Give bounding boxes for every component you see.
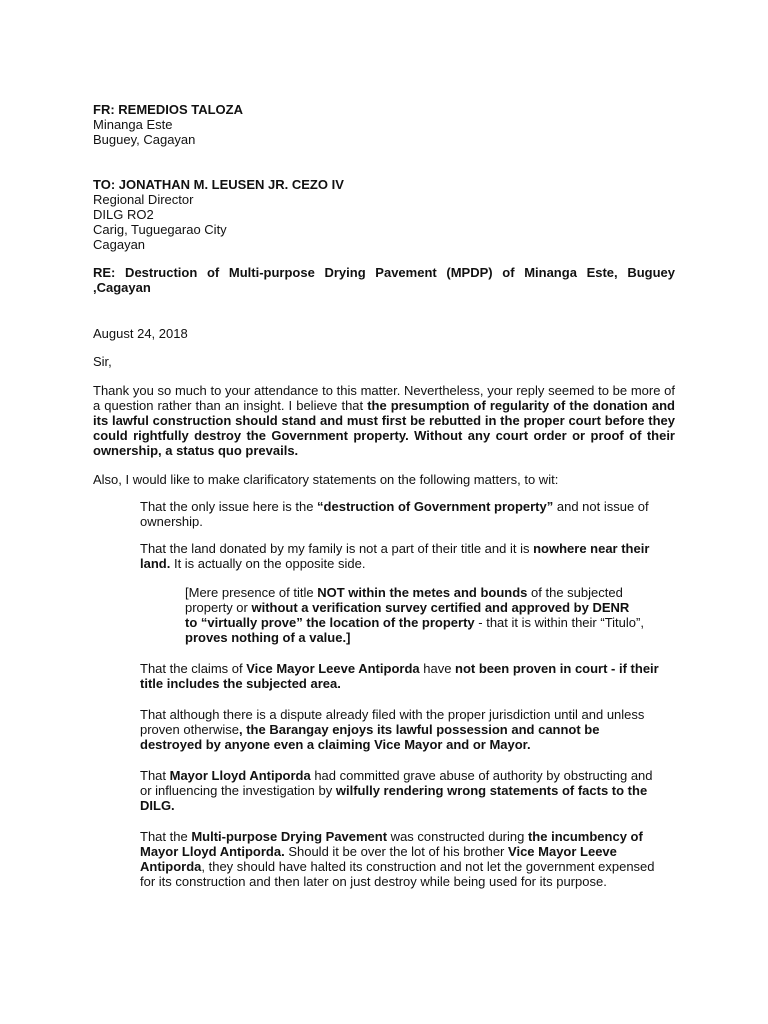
clarification-item: [140, 661, 660, 691]
emphasis-run: the presumption of regularity of the donation and its lawful construction should stand and must first be rebutted in the proper court before they could rightfully destroy the Government property. Without any court order or proof of their ownership, a status quo prevails.: [93, 398, 675, 458]
text-run: That the claims of: [140, 661, 247, 676]
text-run: That the: [140, 829, 192, 844]
body-paragraph-intro: [93, 383, 675, 458]
text-run: - that it is within their “Titulo”,: [474, 615, 644, 630]
text-run: have: [419, 661, 456, 676]
recipient-office: DILG RO2: [93, 207, 154, 222]
emphasis-run: wilfully rendering wrong statements of facts to the DILG.: [140, 783, 648, 813]
text-run: Should it be over the lot of his brother: [284, 844, 509, 859]
emphasis-run: Vice Mayor Leeve Antiporda: [246, 661, 420, 676]
emphasis-run: proves nothing of a value.]: [185, 630, 351, 645]
emphasis-run: not been proven in court - if their title includes the subjected area.: [140, 661, 659, 691]
emphasis-run: NOT within the metes and bounds: [317, 585, 528, 600]
emphasis-run: “destruction of Government property”: [317, 499, 554, 514]
emphasis-run: , the Barangay enjoys its lawful possession and cannot be destroyed by anyone even a claiming Vice Mayor and or Mayor.: [140, 722, 600, 752]
text-run: That the land donated by my family is not a part of their title and it is: [140, 541, 534, 556]
text-run: That: [140, 768, 170, 783]
emphasis-run: Vice Mayor Leeve Antiporda: [140, 844, 617, 874]
letter-date: August 24, 2018: [93, 326, 188, 341]
emphasis-run: Multi-purpose Drying Pavement: [191, 829, 388, 844]
recipient-title: Regional Director: [93, 192, 194, 207]
emphasis-run: the incumbency of Mayor Lloyd Antiporda.: [140, 829, 643, 859]
clarification-item: [140, 541, 660, 571]
text-run: That although there is a dispute already filed with the proper jurisdiction until and unless proven otherwise: [140, 707, 645, 737]
sender-label: FR: REMEDIOS TALOZA: [93, 102, 243, 117]
text-run: and not issue of ownership.: [140, 499, 649, 529]
recipient-label: TO: JONATHAN M. LEUSEN JR. CEZO IV: [93, 177, 344, 192]
emphasis-run: Mayor Lloyd Antiporda: [169, 768, 311, 783]
body-paragraph-clarify: Also, I would like to make clarificatory statements on the following matters, to wit:: [93, 472, 559, 487]
text-run: Thank you so much to your attendance to this matter. Nevertheless, your reply seemed to be more of a question rather than an insight. I believe that: [93, 383, 675, 413]
clarification-item: [140, 707, 660, 752]
text-run: had committed grave abuse of authority by obstructing and or influencing the investigation by: [140, 768, 653, 798]
emphasis-run: nowhere near their land.: [140, 541, 650, 571]
recipient-address-line: Cagayan: [93, 237, 146, 252]
sender-address-line: Minanga Este: [93, 117, 173, 132]
clarification-item: [140, 829, 660, 889]
salutation: Sir,: [93, 354, 112, 369]
emphasis-run: without a verification survey certified and approved by DENR to “virtually prove” the location of the property: [185, 600, 630, 630]
sender-address-line: Buguey, Cagayan: [93, 132, 196, 147]
clarification-item: [140, 499, 660, 529]
recipient-block: [93, 177, 675, 252]
text-run: of the subjected property or: [185, 585, 623, 615]
bracketed-note: [185, 585, 645, 645]
text-run: was constructed during: [387, 829, 528, 844]
clarification-item: [140, 768, 660, 813]
letter-page: [93, 102, 675, 889]
sender-block: [93, 102, 675, 147]
recipient-address-line: Carig, Tuguegarao City: [93, 222, 227, 237]
text-run: It is actually on the opposite side.: [170, 556, 366, 571]
text-run: [Mere presence of title: [185, 585, 318, 600]
text-run: That the only issue here is the: [140, 499, 318, 514]
text-run: , they should have halted its construction and not let the government expensed for its construction and then later on just destroy while being used for its purpose.: [140, 859, 655, 889]
subject-line: RE: Destruction of Multi-purpose Drying Pavement (MPDP) of Minanga Este, Buguey ,Cagayan: [93, 265, 675, 295]
